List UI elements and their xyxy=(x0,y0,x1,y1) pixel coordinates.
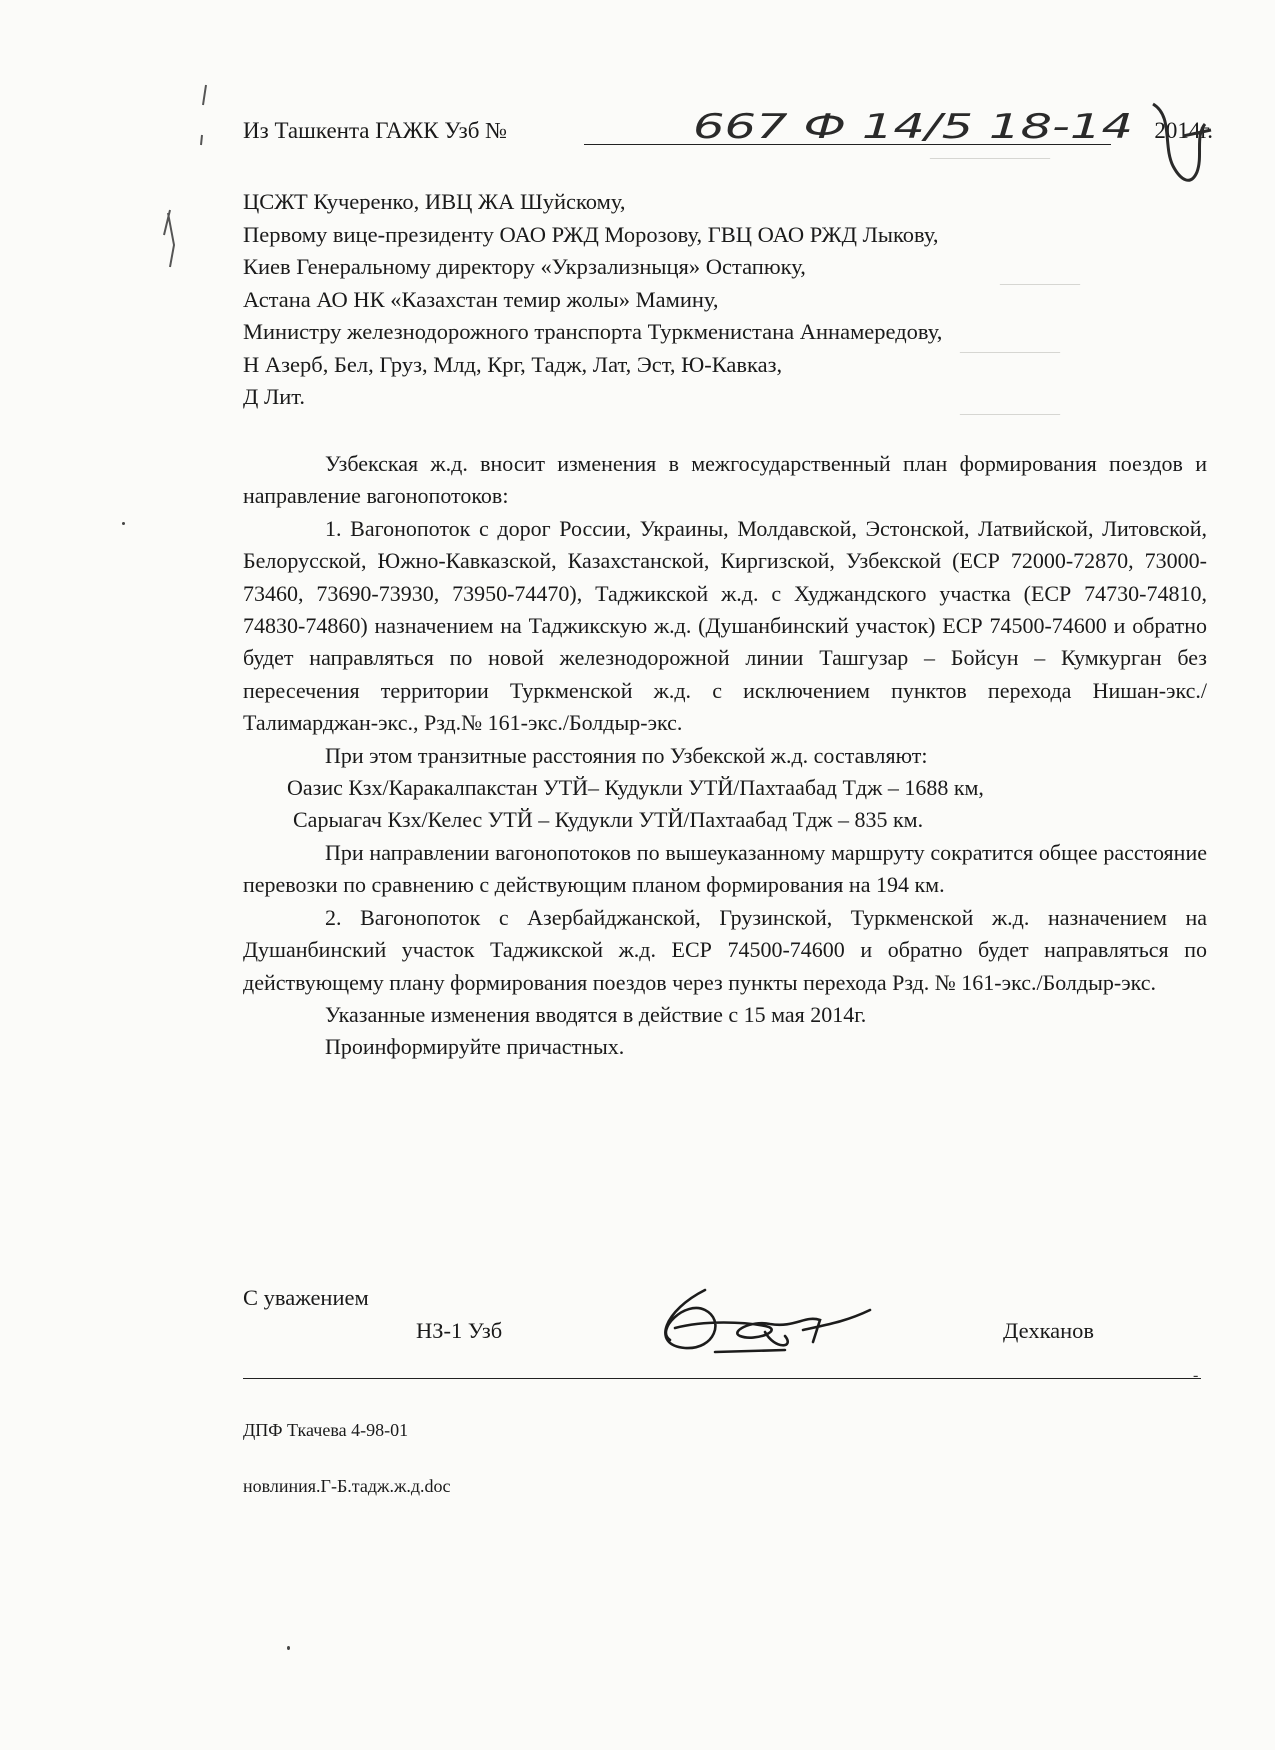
bleed-through-mark: ————— xyxy=(960,340,1060,362)
signer-name: Дехканов xyxy=(1003,1318,1095,1343)
footer-divider xyxy=(243,1378,1201,1379)
reduction-paragraph: При направлении вагонопотоков по вышеуказанному маршруту сократится общее расстояние перевозки по сравнению с действующим планом формирования на 194 км. xyxy=(243,839,1207,898)
closing-salutation: С уважением xyxy=(243,1285,369,1310)
item-1-paragraph: 1. Вагонопоток с дорог России, Украины, Молдавской, Эстонской, Латвийской, Литовской, Белорусской, Южно-Кавказской, Казахстанской, Киргизской, Узбекской (ЕСР 72000-72870, 73000-73460, 73690-73930, 73950-74470), Таджикской ж.д. с Худжандского участка (ЕСР 74730-74810, 74830-74860) назначением на Таджикскую ж.д. (Душанбинский участок) ЕСР 74500-74600 и обратно будет направляться по новой железнодорожной линии Ташгузар – Бойсун – Кумкурган без пересечения территории Туркменской ж.д. с исключением пунктов перехода Нишан-экс./Талимарджан-экс., Рзд.№ 161-экс./Болдыр-экс. xyxy=(243,515,1207,736)
footer-divider-tick: - xyxy=(1193,1367,1199,1384)
addressee-line: Первому вице-президенту ОАО РЖД Морозову, ГВЦ ОАО РЖД Лыкову, xyxy=(243,221,939,247)
addressee-line: Н Азерб, Бел, Груз, Млд, Крг, Тадж, Лат, Эст, Ю-Кавказ, xyxy=(243,351,783,377)
handwritten-number-text: 667 Ф 14/5 18-14 xyxy=(693,107,1133,147)
route-distance-1: Оазис Кзх/Каракалпакстан УТЙ– Кудукли УТЙ/Пахтаабад Тдж – 1688 км, xyxy=(287,775,984,801)
addressee-line: Министру железнодорожного транспорта Туркменистана Аннамередову, xyxy=(243,319,943,344)
document-filename: новлиния.Г-Б.тадж.ж.д.doc xyxy=(243,1476,451,1496)
addressee-line: Астана АО НК «Казахстан темир жолы» Мамину, xyxy=(243,286,719,312)
header-year: 2014г. xyxy=(1154,118,1213,143)
addressee-line: Д Лит. xyxy=(243,384,306,409)
paper-speck xyxy=(287,1646,290,1650)
intro-paragraph: Узбекская ж.д. вносит изменения в межгосударственный план формирования поездов и направление вагонопотоков: xyxy=(243,451,1207,509)
addressee-list xyxy=(243,186,942,414)
letter-body xyxy=(243,448,1207,1064)
paper-speck xyxy=(122,522,125,525)
contact-line: ДПФ Ткачева 4-98-01 xyxy=(243,1420,409,1440)
inform-paragraph: Проинформируйте причастных. xyxy=(325,1034,625,1060)
header-line xyxy=(243,107,1213,150)
addressee-line: Киев Генеральному директору «Укрзализныця» Остапюку, xyxy=(243,254,806,279)
item-2-paragraph: 2. Вагонопоток с Азербайджанской, Грузинской, Туркменской ж.д. назначением на Душанбинский участок Таджикской ж.д. ЕСР 74500-74600 и обратно будет направляться по действующему плану формирования поездов через пункты перехода Рзд. № 161-экс./Болдыр-экс. xyxy=(243,904,1207,995)
bleed-through-mark: ———— xyxy=(1000,272,1080,294)
transit-intro-paragraph: При этом транзитные расстояния по Узбекской ж.д. составляют: xyxy=(325,742,928,768)
effective-date-paragraph: Указанные изменения вводятся в действие с 15 мая 2014г. xyxy=(325,1001,867,1027)
bleed-through-mark: —————— xyxy=(930,146,1050,168)
margin-pen-mark xyxy=(150,205,190,275)
margin-pen-mark xyxy=(196,80,216,150)
header-prefix: Из Ташкента ГАЖК Узб № xyxy=(243,118,508,143)
route-distance-2: Сарыагач Кзх/Келес УТЙ – Кудукли УТЙ/Пахтаабад Тдж – 835 км. xyxy=(293,807,924,833)
handwritten-signature xyxy=(645,1270,875,1370)
addressee-line: ЦСЖТ Кучеренко, ИВЦ ЖА Шуйскому, xyxy=(243,189,626,214)
bleed-through-mark: ————— xyxy=(960,402,1060,424)
signer-position: НЗ-1 Узб xyxy=(416,1318,503,1343)
